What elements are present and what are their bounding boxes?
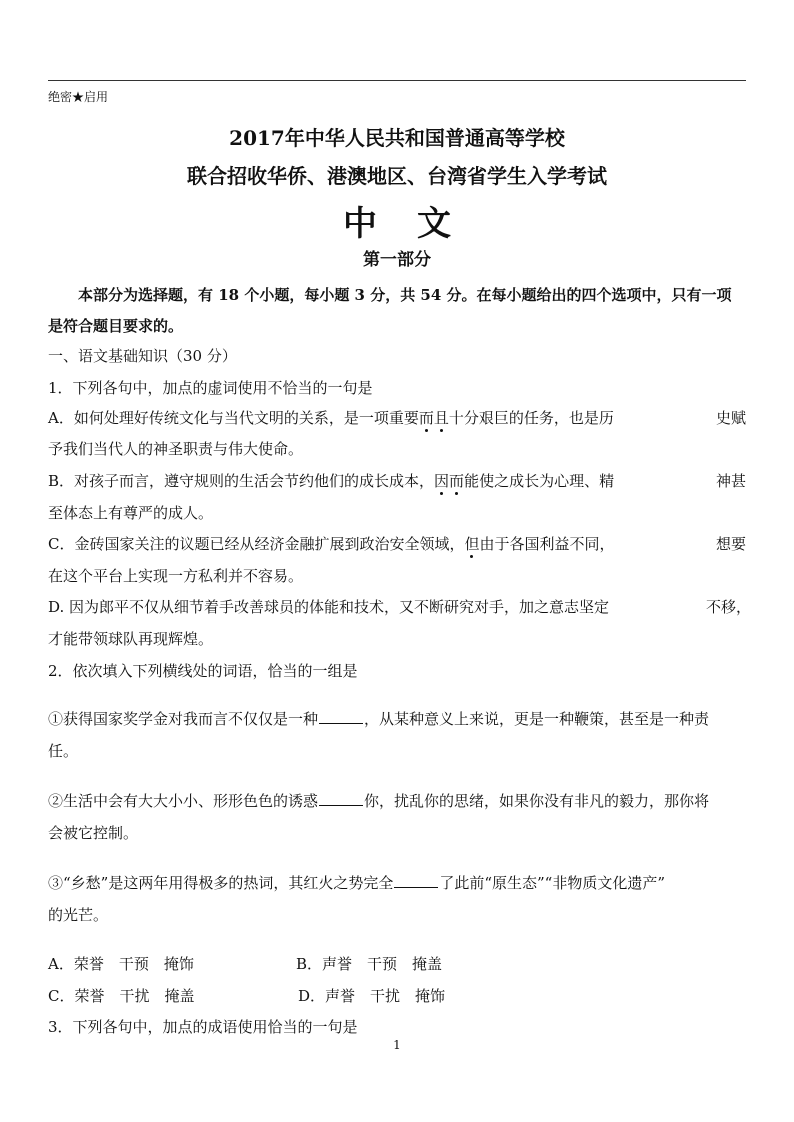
q1-option-a-line2: 予我们当代人的神圣职责与伟大使命。 bbox=[48, 440, 304, 458]
text: A．如何处理好传统文化与当代文明的关系，是一项重要 bbox=[48, 409, 419, 427]
section-heading: 一、语文基础知识（30 分） bbox=[48, 347, 237, 365]
q1-option-b-tail: 神甚 bbox=[716, 472, 747, 490]
q1-option-a-tail: 史赋 bbox=[716, 409, 747, 427]
q1-option-c-tail: 想要 bbox=[716, 535, 747, 553]
fill-blank bbox=[319, 722, 363, 724]
question-1-stem: 1．下列各句中，加点的虚词使用不恰当的一句是 bbox=[48, 379, 373, 397]
dotted-char: 且 bbox=[433, 409, 449, 427]
q1-option-b-line2: 至体态上有尊严的成人。 bbox=[48, 504, 214, 522]
question-2-stem: 2．依次填入下列横线处的词语，恰当的一组是 bbox=[48, 662, 358, 680]
q1-option-d-line1: D. 因为郎平不仅从细节着手改善球员的体能和技术，又不断研究对手，加之意志坚定 bbox=[48, 598, 610, 616]
page-number: 1 bbox=[393, 1038, 401, 1052]
q2-option-b: B．声誉 干预 掩盖 bbox=[296, 955, 443, 973]
q2-sentence-2 bbox=[48, 790, 709, 811]
subject-title: 中文 bbox=[343, 204, 491, 244]
q2-sentence-2-cont: 会被它控制。 bbox=[48, 824, 139, 842]
q2-option-a: A．荣誉 干预 掩饰 bbox=[48, 955, 194, 973]
q1-option-c-line1 bbox=[48, 533, 615, 554]
q2-sentence-3 bbox=[48, 872, 665, 893]
exam-title-line1: 2017年中华人民共和国普通高等学校 bbox=[229, 126, 565, 150]
text: ，从某种意义上来说，更是一种鞭策，甚至是一种责 bbox=[364, 710, 710, 728]
q2-sentence-1-cont: 任。 bbox=[48, 742, 79, 760]
dotted-char: 而 bbox=[418, 409, 434, 427]
q1-option-d-line2: 才能带领球队再现辉煌。 bbox=[48, 630, 214, 648]
text: ③“乡愁”是这两年用得极多的热词，其红火之势完全 bbox=[48, 874, 394, 892]
dotted-char: 但 bbox=[464, 535, 480, 553]
dotted-char: 而 bbox=[449, 472, 465, 490]
q1-option-a-line1 bbox=[48, 407, 614, 428]
q1-option-d-tail: 不移， bbox=[706, 598, 752, 616]
exam-title-line2: 联合招收华侨、港澳地区、台湾省学生入学考试 bbox=[187, 164, 607, 188]
text: ①获得国家奖学金对我而言不仅仅是一种 bbox=[48, 710, 319, 728]
text: C．金砖国家关注的议题已经从经济金融扩展到政治安全领域， bbox=[48, 535, 465, 553]
q2-sentence-1 bbox=[48, 708, 709, 729]
text: 你，扰乱你的思绪，如果你没有非凡的毅力，那你将 bbox=[364, 792, 710, 810]
dotted-char: 因 bbox=[434, 472, 450, 490]
q2-option-d: D．声誉 干扰 掩饰 bbox=[298, 987, 446, 1005]
header-rule bbox=[48, 80, 746, 81]
text: 了此前“原生态”“非物质文化遗产” bbox=[439, 874, 666, 892]
text: 能使之成长为心理、精 bbox=[464, 472, 615, 490]
fill-blank bbox=[394, 886, 438, 888]
question-3-stem: 3．下列各句中，加点的成语使用恰当的一句是 bbox=[48, 1018, 358, 1036]
text: B．对孩子而言，遵守规则的生活会节约他们的成长成本， bbox=[48, 472, 435, 490]
text: 十分艰巨的任务，也是历 bbox=[448, 409, 614, 427]
part-heading: 第一部分 bbox=[363, 250, 431, 270]
q1-option-b-line1 bbox=[48, 470, 614, 491]
fill-blank bbox=[319, 804, 363, 806]
instructions: 本部分为选择题，有 18 个小题，每小题 3 分，共 54 分。在每小题给出的四个选项中，只有一项是符合题目要求的。 bbox=[48, 286, 732, 335]
q1-option-c-line2: 在这个平台上实现一方私利并不容易。 bbox=[48, 567, 304, 585]
text: ②生活中会有大大小小、形形色色的诱惑 bbox=[48, 792, 319, 810]
secret-label: 绝密★启用 bbox=[48, 90, 109, 104]
text: 由于各国利益不同， bbox=[479, 535, 615, 553]
q2-sentence-3-cont: 的光芒。 bbox=[48, 906, 109, 924]
q2-option-c: C．荣誉 干扰 掩盖 bbox=[48, 987, 195, 1005]
